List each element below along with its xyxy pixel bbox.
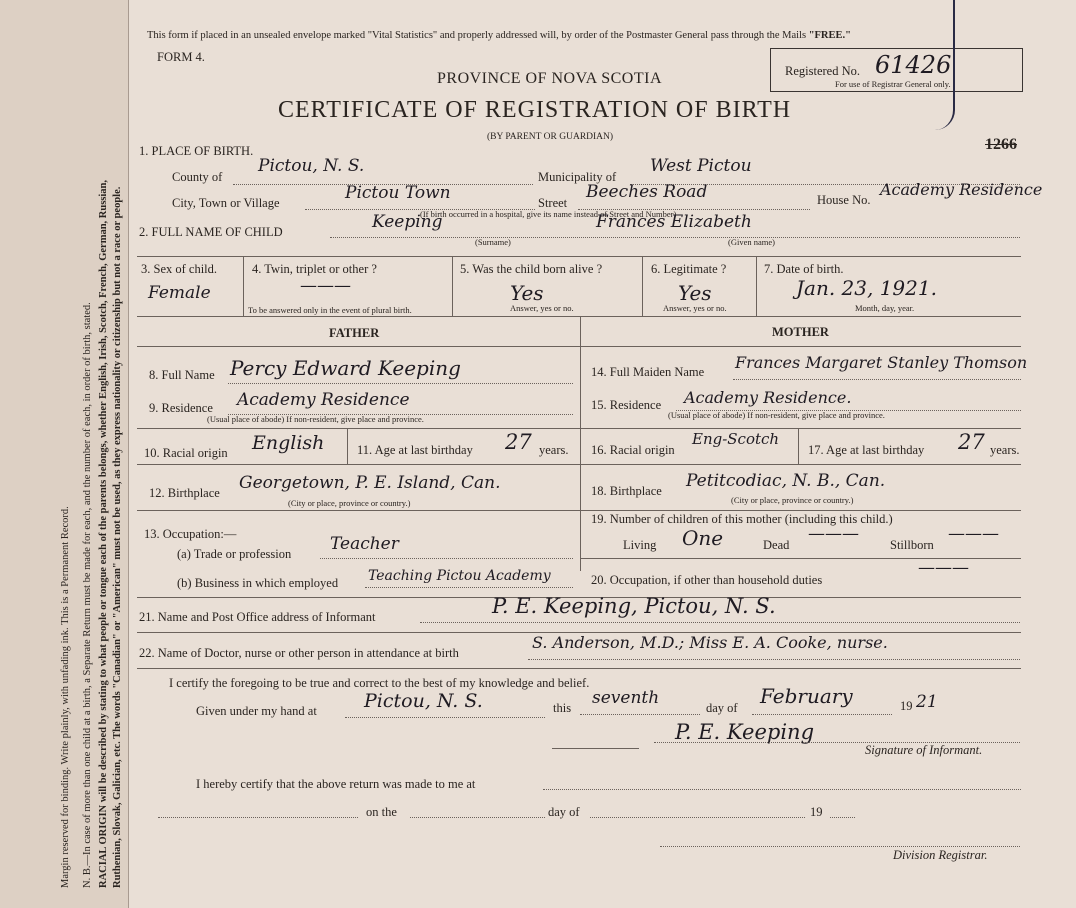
alive-value: Yes (510, 281, 544, 305)
father-years: years. (539, 443, 569, 457)
father-birthplace-label: 12. Birthplace (149, 486, 220, 500)
margin-line-1: Margin reserved for binding. Write plainly, with unfading ink. This is a Permanent Record. (60, 506, 71, 888)
province-heading: PROVINCE OF NOVA SCOTIA (437, 70, 663, 87)
street-label: Street (538, 196, 568, 210)
registrar-certify-line: I hereby certify that the above return was made to me at (196, 777, 476, 791)
given-day: seventh (592, 688, 660, 708)
margin-line-2: N. B.—In case of more than one child at a birth, a Separate Return must be made for each, and the number of each, in order of birth, stated. (82, 302, 93, 888)
county-label: County of (172, 170, 223, 184)
stillborn-value: ——— (948, 524, 999, 544)
mother-age: 27 (958, 430, 985, 454)
dead-label: Dead (763, 538, 790, 552)
mother-name-label: 14. Full Maiden Name (591, 365, 705, 379)
informant-label: 21. Name and Post Office address of Informant (139, 610, 376, 624)
twin-value: ——— (300, 276, 351, 296)
date-value: Jan. 23, 1921. (796, 276, 937, 300)
mother-occupation-label: 20. Occupation, if other than household duties (591, 573, 823, 587)
pen-stroke (935, 0, 955, 130)
mother-birthplace: Petitcodiac, N. B., Can. (686, 471, 886, 491)
doctor-value: S. Anderson, M.D.; Miss E. A. Cooke, nurse. (532, 633, 888, 652)
mother-heading: MOTHER (772, 325, 829, 339)
county-value: Pictou, N. S. (258, 156, 365, 176)
twin-note: To be answered only in the event of plural birth. (248, 305, 412, 315)
day-of-label: day of (706, 701, 738, 715)
year-prefix: 19 (900, 699, 913, 713)
living-value: One (682, 526, 724, 550)
city-label: City, Town or Village (172, 196, 280, 210)
form-number: FORM 4. (157, 50, 205, 64)
child-given-name: Frances Elizabeth (596, 212, 752, 232)
father-race-label: 10. Racial origin (144, 446, 228, 460)
surname-note: (Surname) (475, 237, 511, 247)
mother-years: years. (990, 443, 1020, 457)
father-birthplace: Georgetown, P. E. Island, Can. (239, 473, 501, 493)
informant-signature: P. E. Keeping (675, 720, 815, 744)
signature-caption: Signature of Informant. (865, 743, 983, 757)
street-value: Beeches Road (586, 182, 708, 202)
legitimate-value: Yes (678, 281, 712, 305)
mother-residence-note: (Usual place of abode) If non-resident, give place and province. (668, 410, 885, 420)
mailing-notice-text: This form if placed in an unsealed envelope marked "Vital Statistics" and properly addressed will, by order of the Postmaster General pass through the Mails (147, 30, 807, 41)
registered-label: Registered No. (785, 64, 860, 78)
given-name-note: (Given name) (728, 237, 775, 247)
city-value: Pictou Town (345, 183, 451, 203)
business-label: (b) Business in which employed (177, 576, 339, 590)
mother-residence-label: 15. Residence (591, 398, 662, 412)
father-age: 27 (505, 430, 532, 454)
father-birthplace-note: (City or place, province or country.) (288, 498, 411, 508)
legitimate-label: 6. Legitimate ? (651, 262, 727, 276)
date-label: 7. Date of birth. (764, 262, 844, 276)
sex-label: 3. Sex of child. (141, 262, 218, 276)
children-count-label: 19. Number of children of this mother (including this child.) (591, 512, 893, 526)
doctor-label: 22. Name of Doctor, nurse or other person in attendance at birth (139, 646, 459, 660)
father-name-label: 8. Full Name (149, 368, 215, 382)
father-name: Percy Edward Keeping (230, 356, 461, 380)
municipality-value: West Pictou (650, 156, 752, 176)
mother-race-label: 16. Racial origin (591, 443, 675, 457)
mother-residence: Academy Residence. (684, 388, 852, 407)
certify-statement: I certify the foregoing to be true and correct to the best of my knowledge and belief. (169, 676, 590, 690)
margin-line-3: RACIAL ORIGIN will be described by stating to what people or tongue each of the parents belongs, whether English, Irish, Scotch, French, German, Russian, (98, 179, 109, 888)
registered-number: 61426 (875, 51, 952, 79)
legitimate-note: Answer, yes or no. (663, 303, 727, 313)
municipality-label: Municipality of (538, 170, 617, 184)
father-residence: Academy Residence (237, 390, 410, 410)
registration-box (770, 48, 1023, 92)
living-label: Living (623, 538, 657, 552)
hospital-note: (If birth occurred in a hospital, give its name instead of Street and Number) (420, 209, 677, 219)
alive-note: Answer, yes or no. (510, 303, 574, 313)
mother-name: Frances Margaret Stanley Thomson (735, 353, 1028, 372)
mother-birthplace-label: 18. Birthplace (591, 484, 662, 498)
on-the-label: on the (366, 805, 397, 819)
father-residence-label: 9. Residence (149, 401, 213, 415)
this-label: this (553, 701, 572, 715)
child-name-label: 2. FULL NAME OF CHILD (139, 225, 283, 239)
mother-occupation: ——— (918, 558, 969, 578)
child-surname: Keeping (372, 212, 443, 232)
house-label: House No. (817, 193, 871, 207)
business-value: Teaching Pictou Academy (368, 568, 551, 584)
margin-instructions (0, 0, 128, 908)
given-month: February (760, 684, 853, 708)
certificate-title: CERTIFICATE OF REGISTRATION OF BIRTH (278, 97, 792, 123)
trade-value: Teacher (330, 534, 399, 554)
house-value: Academy Residence (880, 180, 1043, 199)
father-occupation-label: 13. Occupation:— (144, 527, 237, 541)
given-under-label: Given under my hand at (196, 704, 317, 718)
given-year: 21 (916, 692, 938, 712)
date-note: Month, day, year. (855, 303, 915, 313)
binding-margin (0, 0, 129, 908)
mailing-notice (147, 30, 851, 41)
registrar-day-of-label: day of (548, 805, 580, 819)
certificate-subtitle: (BY PARENT OR GUARDIAN) (487, 132, 614, 142)
father-residence-note: (Usual place of abode) If non-resident, give place and province. (207, 414, 424, 424)
stamp-number: 1266 (985, 136, 1017, 153)
free-label: "FREE." (808, 30, 851, 41)
father-race: English (252, 432, 325, 454)
informant-value: P. E. Keeping, Pictou, N. S. (492, 594, 776, 618)
division-registrar-caption: Division Registrar. (893, 848, 988, 862)
given-place: Pictou, N. S. (364, 690, 483, 712)
trade-label: (a) Trade or profession (177, 547, 292, 561)
place-of-birth-label: 1. PLACE OF BIRTH. (139, 144, 254, 158)
mother-birthplace-note: (City or place, province or country.) (731, 495, 854, 505)
mother-race: Eng-Scotch (692, 430, 780, 448)
father-age-label: 11. Age at last birthday (357, 443, 473, 457)
father-heading: FATHER (329, 326, 380, 340)
sex-value: Female (148, 283, 211, 303)
twin-label: 4. Twin, triplet or other ? (252, 262, 377, 276)
margin-line-4: Ruthenian, Slovak, Galician, etc. The words "Canadian" or "American" must not be used, as they express nationality or citizenship but not a race or people. (112, 186, 123, 888)
alive-label: 5. Was the child born alive ? (460, 262, 603, 276)
registrar-note: For use of Registrar General only. (835, 79, 951, 89)
registrar-year-prefix: 19 (810, 805, 823, 819)
dead-value: ——— (808, 524, 859, 544)
stillborn-label: Stillborn (890, 538, 934, 552)
mother-age-label: 17. Age at last birthday (808, 443, 925, 457)
